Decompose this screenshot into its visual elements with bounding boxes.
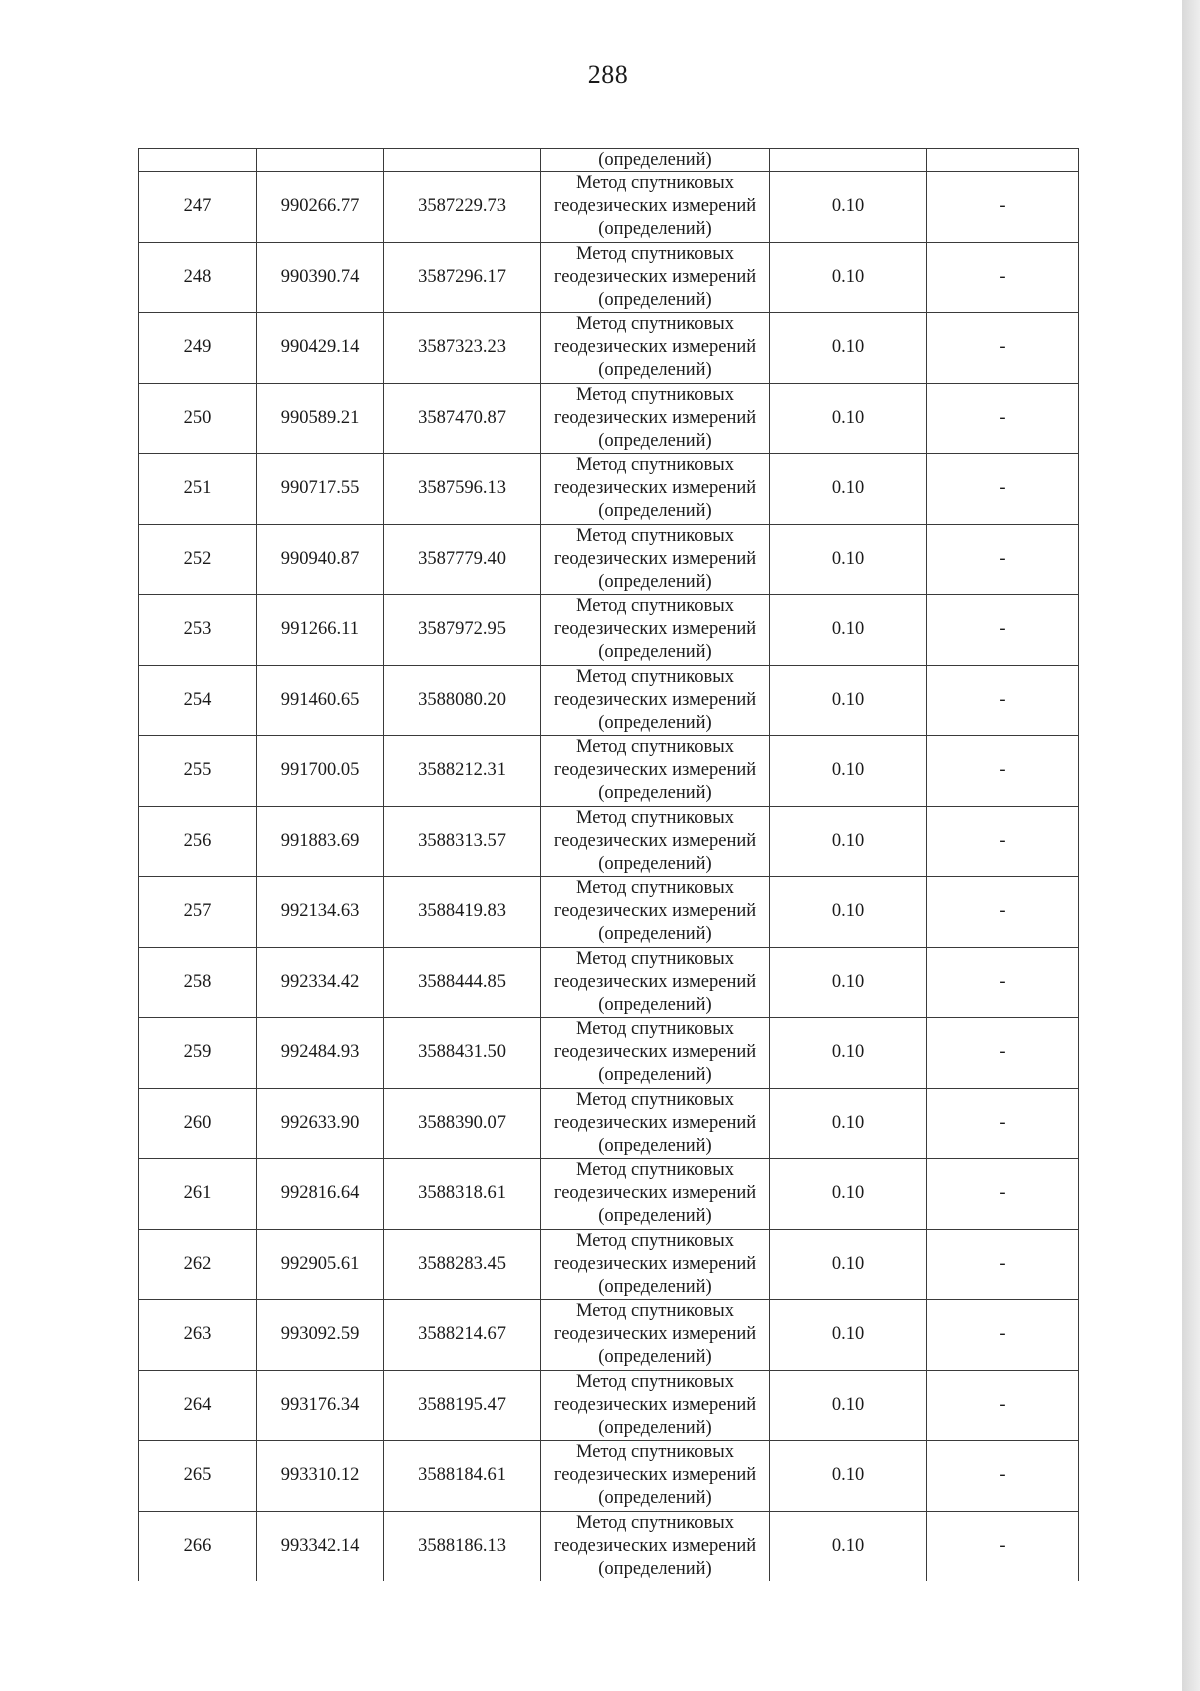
method-line-3: (определений) [598,430,712,451]
point-number: 248 [139,242,257,313]
method-line-3: (определений) [598,642,712,663]
method-line-2: геодезических измерений [553,1112,757,1133]
method-line-1: Метод спутниковых [576,384,734,405]
table-row [139,242,1079,313]
table-row [139,806,1079,877]
method-line-2: геодезических измерений [553,689,757,710]
method-cell [541,595,770,666]
coordinate-y: 3588419.83 [384,877,541,948]
coordinate-x: 990717.55 [257,454,384,525]
method-line-1: Метод спутниковых [576,737,734,758]
note-value: - [927,806,1079,877]
method-cell [541,665,770,736]
method-line-1: Метод спутниковых [576,243,734,264]
coordinate-x: 992816.64 [257,1159,384,1230]
method-line-1: Метод спутниковых [576,596,734,617]
point-number: 258 [139,947,257,1018]
accuracy-value: 0.10 [770,877,927,948]
method-line-3: (определений) [598,712,712,733]
method-line-3: (определений) [598,1417,712,1438]
coordinate-y: 3588080.20 [384,665,541,736]
coordinate-x: 990390.74 [257,242,384,313]
continuation-cell-x [257,149,384,172]
scanner-page-edge [1182,0,1200,1691]
coordinate-x: 993342.14 [257,1511,384,1581]
continuation-cell-method: (определений) [541,149,770,172]
note-value: - [927,1018,1079,1089]
table-row [139,1229,1079,1300]
method-cell [541,1229,770,1300]
coordinate-y: 3587229.73 [384,172,541,243]
coordinate-x: 990589.21 [257,383,384,454]
table-row [139,1441,1079,1512]
point-number: 265 [139,1441,257,1512]
method-cell [541,242,770,313]
point-number: 262 [139,1229,257,1300]
method-line-2: геодезических измерений [553,548,757,569]
note-value: - [927,1159,1079,1230]
coordinate-y: 3587470.87 [384,383,541,454]
method-line-3: (определений) [598,853,712,874]
accuracy-value: 0.10 [770,383,927,454]
method-line-1: Метод спутниковых [576,1512,734,1533]
method-cell [541,313,770,384]
method-line-3: (определений) [598,1558,712,1579]
method-line-2: геодезических измерений [553,478,757,499]
note-value: - [927,595,1079,666]
accuracy-value: 0.10 [770,1300,927,1371]
method-line-2: геодезических измерений [553,619,757,640]
accuracy-value: 0.10 [770,313,927,384]
method-line-3: (определений) [598,1206,712,1227]
accuracy-value: 0.10 [770,806,927,877]
continuation-cell-num [139,149,257,172]
method-line-1: Метод спутниковых [576,1019,734,1040]
method-line-2: геодезических измерений [553,901,757,922]
coordinate-y: 3588313.57 [384,806,541,877]
table-row [139,1511,1079,1581]
coordinate-y: 3588283.45 [384,1229,541,1300]
accuracy-value: 0.10 [770,524,927,595]
table-row [139,1159,1079,1230]
table-row [139,1088,1079,1159]
method-line-1: Метод спутниковых [576,878,734,899]
method-cell [541,877,770,948]
table-row [139,1370,1079,1441]
coordinate-x: 991883.69 [257,806,384,877]
point-number: 261 [139,1159,257,1230]
method-cell [541,1370,770,1441]
accuracy-value: 0.10 [770,736,927,807]
method-cell [541,947,770,1018]
point-number: 259 [139,1018,257,1089]
coordinate-x: 992633.90 [257,1088,384,1159]
accuracy-value: 0.10 [770,947,927,1018]
method-cell [541,806,770,877]
note-value: - [927,524,1079,595]
method-line-3: (определений) [598,501,712,522]
method-line-1: Метод спутниковых [576,807,734,828]
coordinates-table [138,148,1079,1581]
coordinate-y: 3588390.07 [384,1088,541,1159]
coordinate-y: 3588214.67 [384,1300,541,1371]
method-line-1: Метод спутниковых [576,1160,734,1181]
method-line-2: геодезических измерений [553,407,757,428]
accuracy-value: 0.10 [770,454,927,525]
accuracy-value: 0.10 [770,1159,927,1230]
accuracy-value: 0.10 [770,242,927,313]
table-row [139,172,1079,243]
accuracy-value: 0.10 [770,665,927,736]
coordinate-x: 992484.93 [257,1018,384,1089]
method-line-2: геодезических измерений [553,196,757,217]
note-value: - [927,172,1079,243]
coordinate-y: 3587779.40 [384,524,541,595]
coordinate-x: 990266.77 [257,172,384,243]
accuracy-value: 0.10 [770,1370,927,1441]
method-line-2: геодезических измерений [553,1324,757,1345]
point-number: 257 [139,877,257,948]
table-row [139,454,1079,525]
accuracy-value: 0.10 [770,1018,927,1089]
point-number: 247 [139,172,257,243]
note-value: - [927,1088,1079,1159]
method-line-2: геодезических измерений [553,1183,757,1204]
continuation-cell-y [384,149,541,172]
note-value: - [927,1229,1079,1300]
method-line-1: Метод спутниковых [576,1442,734,1463]
method-cell [541,736,770,807]
method-cell [541,383,770,454]
coordinate-y: 3587972.95 [384,595,541,666]
note-value: - [927,383,1079,454]
continuation-cell-accuracy [770,149,927,172]
method-line-3: (определений) [598,360,712,381]
point-number: 251 [139,454,257,525]
accuracy-value: 0.10 [770,1088,927,1159]
method-line-2: геодезических измерений [553,1465,757,1486]
point-number: 260 [139,1088,257,1159]
coordinate-x: 991266.11 [257,595,384,666]
method-line-3: (определений) [598,924,712,945]
method-cell [541,1018,770,1089]
method-line-2: геодезических измерений [553,337,757,358]
method-cell [541,172,770,243]
note-value: - [927,242,1079,313]
method-line-1: Метод спутниковых [576,948,734,969]
method-line-3: (определений) [598,994,712,1015]
method-cell [541,1159,770,1230]
method-line-2: геодезических измерений [553,1535,757,1556]
coordinate-y: 3588212.31 [384,736,541,807]
method-line-1: Метод спутниковых [576,314,734,335]
table-row [139,877,1079,948]
table-row [139,947,1079,1018]
coordinate-y: 3588318.61 [384,1159,541,1230]
method-line-1: Метод спутниковых [576,666,734,687]
coordinate-y: 3588444.85 [384,947,541,1018]
coordinate-x: 993176.34 [257,1370,384,1441]
method-line-2: геодезических измерений [553,1394,757,1415]
method-line-1: Метод спутниковых [576,1371,734,1392]
method-line-3: (определений) [598,571,712,592]
point-number: 252 [139,524,257,595]
method-line-2: геодезических измерений [553,971,757,992]
table-row [139,665,1079,736]
coordinate-x: 991700.05 [257,736,384,807]
method-line-1: Метод спутниковых [576,173,734,194]
note-value: - [927,454,1079,525]
coordinate-x: 990940.87 [257,524,384,595]
point-number: 254 [139,665,257,736]
table-body [139,149,1079,1582]
table-row [139,736,1079,807]
coordinate-x: 992905.61 [257,1229,384,1300]
accuracy-value: 0.10 [770,1229,927,1300]
method-line-3: (определений) [598,783,712,804]
table-row [139,524,1079,595]
coordinate-x: 993092.59 [257,1300,384,1371]
accuracy-value: 0.10 [770,595,927,666]
method-line-3: (определений) [598,1276,712,1297]
note-value: - [927,1300,1079,1371]
method-line-1: Метод спутниковых [576,455,734,476]
coordinate-y: 3588184.61 [384,1441,541,1512]
coordinate-y: 3587323.23 [384,313,541,384]
note-value: - [927,877,1079,948]
method-cell [541,524,770,595]
table-row [139,1300,1079,1371]
method-line-3: (определений) [598,1347,712,1368]
accuracy-value: 0.10 [770,172,927,243]
coordinate-y: 3588186.13 [384,1511,541,1581]
point-number: 266 [139,1511,257,1581]
method-line-3: (определений) [598,1135,712,1156]
continuation-cell-note [927,149,1079,172]
table-row [139,595,1079,666]
coordinate-y: 3588431.50 [384,1018,541,1089]
coordinate-x: 992134.63 [257,877,384,948]
point-number: 249 [139,313,257,384]
note-value: - [927,736,1079,807]
method-line-3: (определений) [598,1065,712,1086]
method-line-1: Метод спутниковых [576,1230,734,1251]
method-line-2: геодезических измерений [553,266,757,287]
method-cell [541,454,770,525]
method-line-2: геодезических измерений [553,830,757,851]
note-value: - [927,947,1079,1018]
table-row [139,383,1079,454]
method-cell [541,1441,770,1512]
note-value: - [927,1511,1079,1581]
coordinate-x: 991460.65 [257,665,384,736]
note-value: - [927,313,1079,384]
point-number: 263 [139,1300,257,1371]
table-row [139,313,1079,384]
accuracy-value: 0.10 [770,1441,927,1512]
continuation-row [139,149,1079,172]
note-value: - [927,1370,1079,1441]
point-number: 264 [139,1370,257,1441]
accuracy-value: 0.10 [770,1511,927,1581]
page-number: 288 [587,60,629,89]
method-cell [541,1511,770,1581]
method-line-2: геодезических измерений [553,1042,757,1063]
method-line-3: (определений) [598,289,712,310]
method-line-2: геодезических измерений [553,1253,757,1274]
coordinate-y: 3587296.17 [384,242,541,313]
method-line-3: (определений) [598,219,712,240]
coordinate-x: 993310.12 [257,1441,384,1512]
coordinate-x: 992334.42 [257,947,384,1018]
method-cell [541,1300,770,1371]
method-line-3: (определений) [598,1488,712,1509]
point-number: 253 [139,595,257,666]
coordinate-y: 3587596.13 [384,454,541,525]
method-cell [541,1088,770,1159]
note-value: - [927,665,1079,736]
method-line-2: геодезических измерений [553,760,757,781]
coordinate-x: 990429.14 [257,313,384,384]
coordinate-y: 3588195.47 [384,1370,541,1441]
method-line-1: Метод спутниковых [576,1089,734,1110]
point-number: 250 [139,383,257,454]
point-number: 255 [139,736,257,807]
table-row [139,1018,1079,1089]
note-value: - [927,1441,1079,1512]
point-number: 256 [139,806,257,877]
method-line-1: Метод спутниковых [576,1301,734,1322]
method-line-1: Метод спутниковых [576,525,734,546]
